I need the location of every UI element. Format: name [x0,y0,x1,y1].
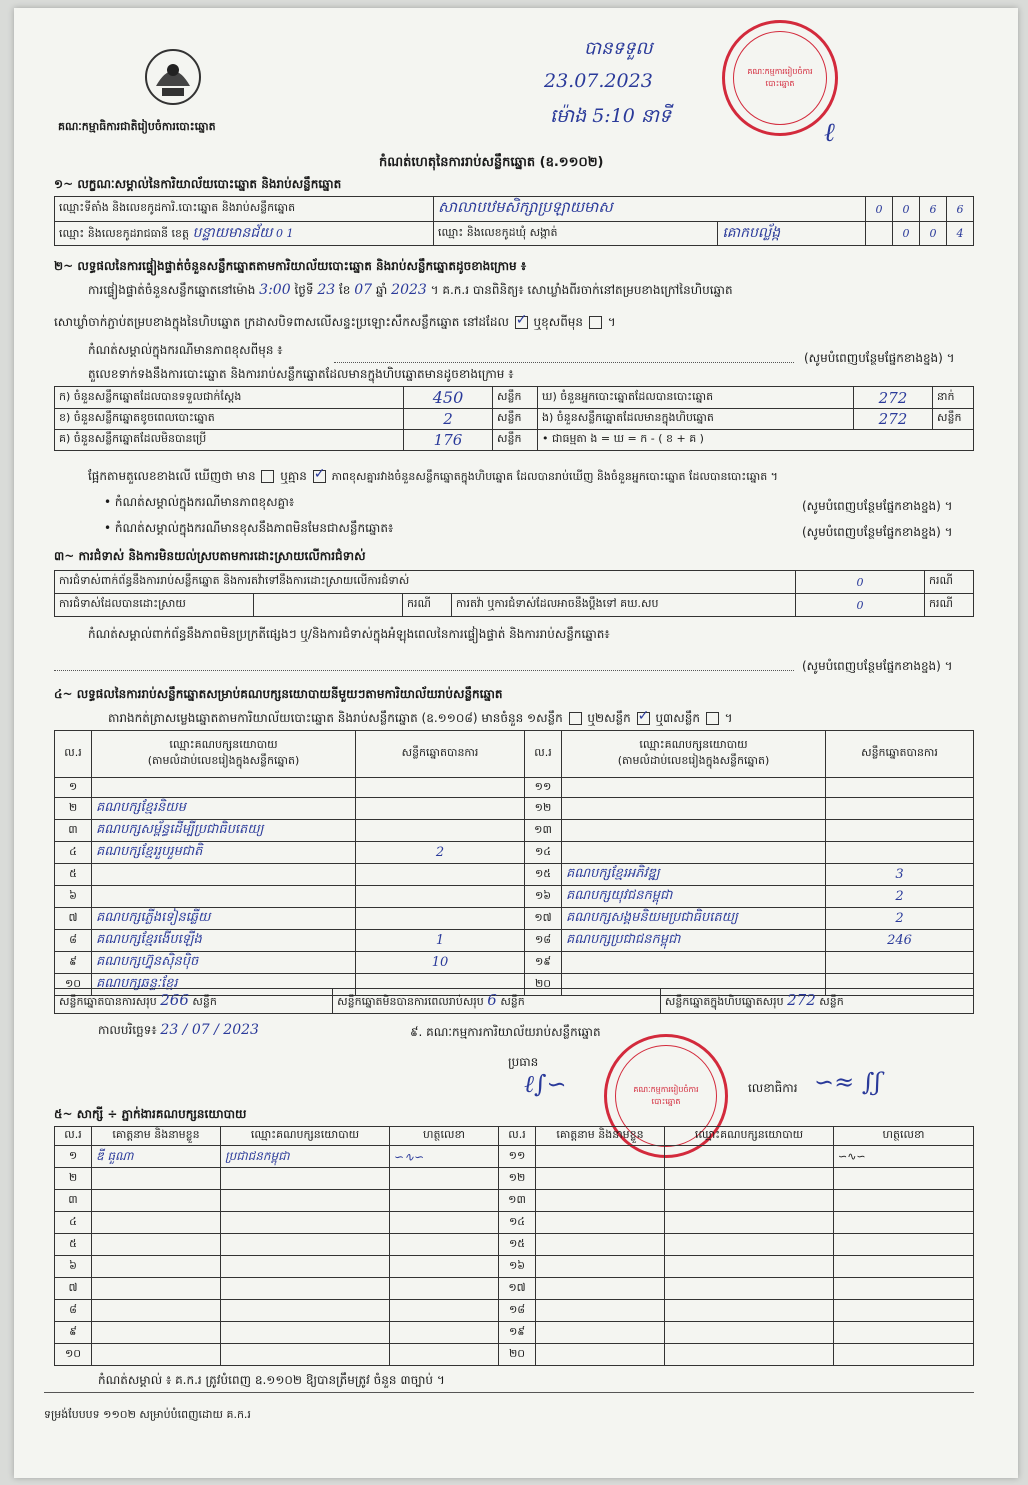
two-sheet-checkbox[interactable] [637,712,650,725]
province-code-2: 1 [286,227,294,240]
results-row [55,886,974,908]
witness-row-party [221,1300,390,1322]
section4-title: ៤~ លទ្ធផលនៃការរាប់សន្លឹកឆ្នោតសម្រាប់គណបក្សនយោបាយនីមួយៗតាមការិយាល័យរាប់សន្លឹកឆ្នោត [54,687,503,701]
results-table [54,730,974,996]
objections-row1-label: ការជំទាស់ពាក់ព័ន្ធនឹងការរាប់សន្លឹកឆ្នោត និងការតវ៉ាទៅនឹងការដោះស្រាយលើការជំទាស់ [55,571,796,594]
witness-col-party: ឈ្មោះគណបក្សនយោបាយ [221,1127,390,1146]
received-time: ម៉ោង 5:10 នាទី [550,105,672,127]
difference-note-dotline [334,362,794,363]
witness-row [55,1278,974,1300]
results-row-no: ៣ [55,820,92,842]
committee-name: គណៈកម្មាធិការជាតិរៀបចំការបោះឆ្នោត [58,120,216,133]
witness-col-sign: ហត្ថលេខា [390,1127,499,1146]
witness-col-name: គោត្តនាម និងនាមខ្លួន [92,1127,221,1146]
results-row-votes [826,778,974,798]
results-row [55,864,974,886]
count-d-unit: នាក់ [933,387,974,409]
results-row-party: គណបក្សយុវជនកម្ពុជា [562,886,826,908]
witness-row-name [536,1278,665,1300]
objections-row2-value [254,594,403,617]
witness-row-party [221,1278,390,1300]
witness-row-party [665,1234,834,1256]
count-e-label: ង) ចំនួនសន្លឹកឆ្នោតដែលមានក្នុងហិបឆ្នោត [538,409,854,430]
witness-row-name [92,1344,221,1366]
location-code-4: 6 [947,197,974,222]
witness-row-sign [390,1344,499,1366]
results-row-votes [356,908,525,930]
section3-title: ៣~ ការជំទាស់ និងការមិនយល់ស្របតាមការដោះស្រាយលើការជំទាស់ [54,549,366,563]
results-row-party [562,798,826,820]
witness-row-party [665,1146,834,1168]
witness-row-sign [834,1322,974,1344]
location-code-3: 6 [920,197,947,222]
witness-row-sign [390,1300,499,1322]
results-row-votes: 246 [826,930,974,952]
results-row-votes [356,778,525,798]
results-row-party: គណបក្សហ្វ៊ុនស៊ិនប៉ិច [92,952,356,974]
results-col-no-2: ល.រ [525,731,562,778]
results-row-no: ៨ [55,930,92,952]
results-row-party: គណបក្សខ្មែរនិយម [92,798,356,820]
results-row-no: ២០ [525,974,562,996]
witness-row-no: ១៤ [499,1212,536,1234]
witness-row-name [536,1168,665,1190]
results-row-party: គណបក្សខ្មែរអភិវឌ្ឍ [562,864,826,886]
verify-day: 23 [317,282,336,298]
section1-table [54,196,974,246]
results-row-votes: 1 [356,930,525,952]
witness-row-no: ៤ [55,1212,92,1234]
witness-row [55,1344,974,1366]
witness-row-name [536,1300,665,1322]
results-row-votes: 2 [826,886,974,908]
witness-row-no: ៨ [55,1300,92,1322]
form-footer: ទម្រង់បែបបទ ១១០២ សម្រាប់បំពេញដោយ គ.ក.រ [44,1408,251,1421]
witness-row-no: ២ [55,1168,92,1190]
count-formula: • ជាធម្មតា ង = ឃ = ក - ( ខ + គ ) [538,430,974,451]
witness-row-name [536,1146,665,1168]
one-sheet-checkbox[interactable] [569,712,582,725]
results-row-no: ១២ [525,798,562,820]
witness-row-no: ១៥ [499,1234,536,1256]
witness-row-no: ៣ [55,1190,92,1212]
witness-row-no: ១៧ [499,1278,536,1300]
results-row-no: ១ [55,778,92,798]
witness-col-no-2: ល.រ [499,1127,536,1146]
witness-row-party [665,1344,834,1366]
results-row [55,842,974,864]
appeals-value: 0 [796,594,925,617]
committee-logo-icon [142,46,204,108]
verify-line: ការផ្ទៀងផ្ទាត់ចំនួនសន្លឹកឆ្នោតនៅម៉ោង 3:00 ថ្ងៃទី 23 ខែ 07 ឆ្នាំ 2023 ។ គ.ក.រ បានពិនិត្យ៖ សោឃ្លាំងពីរចាក់នៅតម្របខាងក្រៅនៃហិបឆ្នោត [88,282,733,298]
count-a-value: 450 [404,387,493,409]
witness-row-party [665,1212,834,1234]
difference-note-line: កំណត់សម្គាល់ក្នុងករណីមានភាពខុសពីមុន ៖ [88,343,283,357]
witness-row-name [92,1168,221,1190]
objections-row2-label: ការជំទាស់ដែលបានដោះស្រាយ [55,594,254,617]
bullet-difference: • កំណត់សម្គាល់ក្នុងករណីមានភាពខុសគ្នា៖ [104,495,295,509]
results-row [55,908,974,930]
results-col-votes: សន្លឹកឆ្នោតបានការ [356,731,525,778]
commune-label: ឈ្មោះ និងលេខកូដឃុំ សង្កាត់ [434,222,718,246]
irregularities-line: កំណត់សម្គាល់ពាក់ព័ន្ធនឹងភាពមិនប្រក្រតីផ្សេងៗ ឬ/និងការជំទាស់ក្នុងអំឡុងពេលនៃការផ្ទៀងផ្ទាត់ និងការរាប់សន្លឹកឆ្នោត៖ [88,627,610,641]
three-sheet-checkbox[interactable] [706,712,719,725]
received-date: 23.07.2023 [544,70,653,92]
objections-row2-unit: ករណី [403,594,452,617]
form-paper [14,8,1018,1478]
results-row-party [562,820,826,842]
witness-col-sign-2: ហត្ថលេខា [834,1127,974,1146]
results-row-no: ១៦ [525,886,562,908]
witness-row-party [665,1168,834,1190]
witness-row-sign [390,1234,499,1256]
results-col-party: ឈ្មោះគណបក្សនយោបាយ (តាមលំដាប់លេខរៀងក្នុងសន្លឹកឆ្នោត) [92,731,356,778]
count-c-label: គ) ចំនួនសន្លឹកឆ្នោតដែលមិនបានប្រើ [55,430,404,451]
seal-text: គណៈកម្មការរៀបចំការបោះឆ្នោត [747,67,813,88]
witness-row-party [665,1300,834,1322]
witness-row-sign [834,1190,974,1212]
results-row-party: គណបក្សភ្លើងទៀនឆ្លើយ [92,908,356,930]
results-row-party: គណបក្សខ្មែរងើបឡើង [92,930,356,952]
section5-title: ៥~ សាក្សី ÷ ភ្នាក់ងារគណបក្សនយោបាយ [54,1107,247,1121]
witness-row-name [536,1212,665,1234]
results-row-no: ២ [55,798,92,820]
witness-row-sign [390,1278,499,1300]
witness-row-sign [390,1190,499,1212]
witness-row-party [665,1190,834,1212]
witness-row-party [221,1322,390,1344]
unchanged-checkbox[interactable] [515,316,528,329]
results-row-party [92,778,356,798]
count-a-label: ក) ចំនួនសន្លឹកឆ្នោតដែលបានទទួលជាក់ស្តែង [55,387,404,409]
objections-row1-value: 0 [796,571,925,594]
witness-row-sign [834,1168,974,1190]
witness-row-no: ១០ [55,1344,92,1366]
footnote: កំណត់សម្គាល់ ៖ គ.ក.រ ត្រូវបំពេញ ឧ.១១០២ ឱ្យបានត្រឹមត្រូវ ចំនួន ៣ច្បាប់ ។ [98,1373,445,1387]
commune-value: គោកបល្ល័ង្ក [718,222,866,246]
chair-label: ប្រធាន [508,1055,539,1069]
objections-row1-unit: ករណី [925,571,974,594]
commune-code-blank [866,222,893,246]
location-code-1: 0 [866,197,893,222]
witness-row-name [92,1190,221,1212]
witness-row [55,1146,974,1168]
count-a-unit: សន្លឹក [493,387,538,409]
results-row-votes [826,952,974,974]
results-row [55,930,974,952]
counts-table [54,386,974,451]
results-row-no: ១៤ [525,842,562,864]
witness-row-sign: ∽∿∽ [834,1146,974,1168]
total-invalid-cell: សន្លឹកឆ្នោតមិនបានការពេលរាប់សរុប 6 សន្លឹក [333,989,661,1014]
changed-checkbox[interactable] [589,316,602,329]
verify-time: 3:00 [259,282,291,298]
results-row-votes: 2 [826,908,974,930]
results-row-votes: 2 [356,842,525,864]
tally-sheets-line: តារាងកត់ត្រាសម្លេងឆ្នោតតាមការិយាល័យបោះឆ្នោត និងរាប់សន្លឹកឆ្នោត (ឧ.១១០៨) មានចំនួន ១សន្លឹក ឬ២សន្លឹក ✓ ឬ៣សន្លឹក ។ [108,710,733,728]
total-box-cell: សន្លឹកឆ្នោតក្នុងហិបឆ្នោតសរុប 272 សន្លឹក [660,989,973,1014]
chair-signature: ℓ∫∽ [524,1070,567,1098]
results-row [55,798,974,820]
witness-row-no: ១ [55,1146,92,1168]
appeals-unit: ករណី [925,594,974,617]
compare-line: ផ្អែកតាមតួលេខខាងលើ ឃើញថា មាន ឬគ្មាន ✓ ភាពខុសគ្នារវាងចំនួនសន្លឹកឆ្នោតក្នុងហិបឆ្នោត ដែលបានរាប់ឃើញ និងចំនួនអ្នកបោះឆ្នោត ដែលបានបោះឆ្នោត ។ [88,468,778,486]
witness-col-no: ល.រ [55,1127,92,1146]
results-row-no: ៧ [55,908,92,930]
count-e-value: 272 [854,409,933,430]
witness-row-name [536,1234,665,1256]
results-row-votes [356,886,525,908]
witness-row-party [221,1256,390,1278]
commune-code-2: 0 [920,222,947,246]
witness-row-no: ៥ [55,1234,92,1256]
province-value: បន្ទាយមានជ័យ [192,225,273,241]
results-row-no: ៦ [55,886,92,908]
witness-row-name [92,1212,221,1234]
results-row-party: គណបក្សប្រជាជនកម្ពុជា [562,930,826,952]
witness-row-name [92,1300,221,1322]
results-row-party [562,778,826,798]
witness-row-sign [390,1256,499,1278]
results-row-votes [356,820,525,842]
witness-row-party [665,1278,834,1300]
verify-month: 07 [354,282,373,298]
results-row-votes [826,820,974,842]
count-c-value: 176 [404,430,493,451]
province-code-1: 0 [275,227,283,240]
witness-row-name [536,1344,665,1366]
seal-text-bottom: គណៈកម្មការរៀបចំការបោះឆ្នោត [633,1085,699,1106]
witness-row-name [92,1322,221,1344]
verify-year: 2023 [391,282,427,298]
results-row [55,778,974,798]
witness-row-sign [390,1168,499,1190]
witness-row-sign [834,1256,974,1278]
province-label: ឈ្មោះ និងលេខកូដរាជធានី ខេត្ត បន្ទាយមានជ័យ 0 1 [55,222,434,246]
witness-row-party [221,1168,390,1190]
witness-row-no: ៩ [55,1322,92,1344]
witness-row-sign [834,1234,974,1256]
results-row-no: ៤ [55,842,92,864]
witness-row [55,1168,974,1190]
results-row-votes [826,798,974,820]
witness-row-name [92,1256,221,1278]
witness-row-name [536,1256,665,1278]
location-value: សាលាបឋមសិក្សាប្រឡាយមាស [434,197,866,222]
verify-line2: សោឃ្លាំចាក់ភ្ជាប់តម្របខាងក្នុងនៃហិបឆ្នោត ក្រដាសបិទពាសលើសន្ទះប្រឡោះសឹកសន្លឹកឆ្នោត នៅដដែល ✓ ឬខុសពីមុន ។ [54,314,616,332]
witness-row-sign [390,1322,499,1344]
bullet-difference-note: (សូមបំពេញបន្ថែមផ្នែកខាងខ្នង) ។ [802,499,953,513]
witness-row-no: ៧ [55,1278,92,1300]
witness-row-name [536,1322,665,1344]
results-row-no: ១១ [525,778,562,798]
results-row-party [92,864,356,886]
received-label: បានទទួល [584,38,653,59]
no-difference-checkbox[interactable] [313,470,326,483]
results-row-votes: 3 [826,864,974,886]
count-d-label: ឃ) ចំនួនអ្នកបោះឆ្នោតដែលបានបោះឆ្នោត [538,387,854,409]
section2-title: ២~ លទ្ធផលនៃការផ្ទៀងផ្ទាត់ចំនួនសន្លឹកឆ្នោតតាមការិយាល័យបោះឆ្នោត និងរាប់សន្លឹកឆ្នោតដូចខាងក្រោម ៖ [54,259,527,273]
witness-row [55,1256,974,1278]
witness-row [55,1322,974,1344]
witness-col-party-2: ឈ្មោះគណបក្សនយោបាយ [665,1127,834,1146]
results-row-votes [826,842,974,864]
witness-row-party [665,1322,834,1344]
witness-row [55,1190,974,1212]
witness-row-name [92,1234,221,1256]
witness-row-no: ១៣ [499,1190,536,1212]
witness-table [54,1126,974,1366]
results-row-no: ១០ [55,974,92,996]
totals-table [54,988,974,1014]
witness-row-no: ២០ [499,1344,536,1366]
results-row-no: ១៥ [525,864,562,886]
witness-row-party [221,1344,390,1366]
total-valid-cell: សន្លឹកឆ្នោតបានការសរុប 266 សន្លឹក [55,989,333,1014]
appeals-label: ការតវ៉ា ឬការជំទាស់ដែលអាចនឹងប្តឹងទៅ គឃ.សប [452,594,796,617]
completion-date-line: កាលបរិច្ឆេទ៖ 23 / 07 / 2023 [98,1022,259,1038]
results-row-no: ១៩ [525,952,562,974]
witness-row-sign [834,1300,974,1322]
irregularities-dotline [54,670,794,671]
witness-row-sign [390,1212,499,1234]
location-code-2: 0 [893,197,920,222]
results-row-party: គណបក្សឆន្ទៈខ្មែរ [92,974,356,996]
witness-row-name [92,1278,221,1300]
committee-signature-label: ៩. គណៈកម្មការការិយាល័យរាប់សន្លឹកឆ្នោត [410,1025,601,1039]
irregularities-note: (សូមបំពេញបន្ថែមផ្នែកខាងខ្នង) ។ [802,659,953,673]
bullet-non-ballot: • កំណត់សម្គាល់ក្នុងករណីមានខុសនឹងភាពមិនមែនជាសន្លឹកឆ្នោត៖ [104,521,394,535]
received-signature: ℓ [824,118,835,148]
witness-row-no: ១៩ [499,1322,536,1344]
count-b-value: 2 [404,409,493,430]
total-valid-value: 266 [160,991,189,1009]
section1-title: ១~ លក្ខណៈសម្គាល់នៃការិយាល័យបោះឆ្នោត និងរាប់សន្លឹកឆ្នោត [54,177,342,191]
witness-row-sign [834,1344,974,1366]
results-row [55,952,974,974]
figures-intro: តួលេខទាក់ទងនឹងការបោះឆ្នោត និងការរាប់សន្លឹកឆ្នោតដែលមានក្នុងហិបឆ្នោតមានដូចខាងក្រោម ៖ [88,367,514,381]
witness-row-sign [834,1212,974,1234]
witness-col-name-2: គោត្តនាម និងនាមខ្លួន [536,1127,665,1146]
witness-row-sign [834,1278,974,1300]
results-row-votes [356,798,525,820]
count-b-label: ខ) ចំនួនសន្លឹកឆ្នោតខូចពេលបោះឆ្នោត [55,409,404,430]
commune-code-3: 4 [947,222,974,246]
secretary-signature: ∽≈ ∫ʃ [814,1068,881,1096]
results-row-party [562,952,826,974]
total-invalid-value: 6 [487,991,497,1009]
witness-row-name [536,1190,665,1212]
witness-row-party [665,1256,834,1278]
results-row-party [92,886,356,908]
results-col-votes-2: សន្លឹកឆ្នោតបានការ [826,731,974,778]
results-row-no: ១៣ [525,820,562,842]
witness-row [55,1212,974,1234]
results-row-no: ១៨ [525,930,562,952]
results-row [55,820,974,842]
results-row-no: ១៧ [525,908,562,930]
footer-rule [44,1392,974,1393]
total-box-value: 272 [787,991,816,1009]
results-row-votes: 10 [356,952,525,974]
results-col-party-2: ឈ្មោះគណបក្សនយោបាយ (តាមលំដាប់លេខរៀងក្នុងសន្លឹកឆ្នោត) [562,731,826,778]
results-row-no: ៥ [55,864,92,886]
witness-row-no: ១៦ [499,1256,536,1278]
witness-row-party [221,1212,390,1234]
results-col-no: ល.រ [55,731,92,778]
results-row-no: ៩ [55,952,92,974]
witness-row-party [221,1190,390,1212]
objections-table [54,570,974,617]
count-b-unit: សន្លឹក [493,409,538,430]
commune-code-1: 0 [893,222,920,246]
witness-row-party [221,1234,390,1256]
results-row-party: គណបក្សសង្គមនិយមប្រជាធិបតេយ្យ [562,908,826,930]
secretary-label: លេខាធិការ [748,1081,798,1095]
form-title: កំណត់ហេតុនៃការរាប់សន្លឹកឆ្នោត (ឧ.១១០២) [379,155,604,170]
difference-note-hint: (សូមបំពេញបន្ថែមផ្នែកខាងខ្នង) ។ [804,351,955,365]
results-row-party: គណបក្សខ្មែររួបរួមជាតិ [92,842,356,864]
witness-row-name: ឌី​ ធួណា [92,1146,221,1168]
witness-row-no: ៦ [55,1256,92,1278]
results-row-votes [356,864,525,886]
count-e-unit: សន្លឹក [933,409,974,430]
count-d-value: 272 [854,387,933,409]
results-row-party: គណបក្សសម្ព័ន្ធដើម្បីប្រជាធិបតេយ្យ [92,820,356,842]
official-seal-top [722,20,838,136]
witness-row-no: ១៨ [499,1300,536,1322]
witness-row-no: ១១ [499,1146,536,1168]
completion-date: 23 / 07 / 2023 [160,1022,259,1038]
witness-row-party: ប្រជាជនកម្ពុជា [221,1146,390,1168]
count-c-unit: សន្លឹក [493,430,538,451]
witness-row [55,1234,974,1256]
witness-row-sign: ∽∿∽ [390,1146,499,1168]
has-difference-checkbox[interactable] [261,470,274,483]
results-row-party [562,842,826,864]
location-label: ឈ្មោះទីតាំង និងលេខកូដការិ.បោះឆ្នោត និងរាប់សន្លឹកឆ្នោត [55,197,434,222]
witness-row-no: ១២ [499,1168,536,1190]
witness-row [55,1300,974,1322]
bullet-non-ballot-note: (សូមបំពេញបន្ថែមផ្នែកខាងខ្នង) ។ [802,525,953,539]
